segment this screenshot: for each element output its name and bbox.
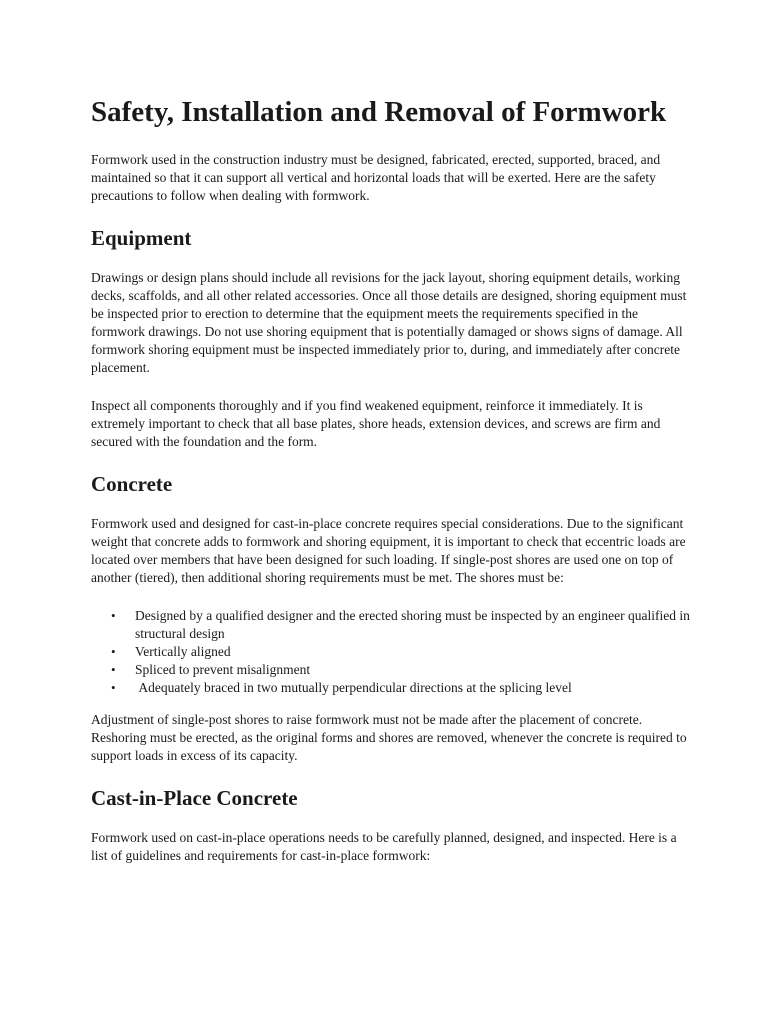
list-item: • Adequately braced in two mutually perpendicular directions at the splicing level: [135, 679, 691, 697]
concrete-paragraph-1: Formwork used and designed for cast-in-place concrete requires special considerations. Due to the significant weight that concrete adds to formwork and shoring equipment, it is important to check that eccentric loads are located over members that have been designed for such loading. If single-post shores are used one on top of another (tiered), then additional shoring requirements must be met. The shores must be:: [91, 516, 686, 585]
section-heading-concrete: Concrete: [91, 472, 173, 496]
section-heading-equipment: Equipment: [91, 226, 192, 250]
cast-in-place-paragraph: Formwork used on cast-in-place operations needs to be carefully planned, designed, and inspected. Here is a list of guidelines and requirements for cast-in-place formwork:: [91, 830, 677, 863]
list-item: • Spliced to prevent misalignment: [135, 661, 691, 679]
equipment-paragraph-2: Inspect all components thoroughly and if you find weakened equipment, reinforce it immediately. It is extremely important to check that all base plates, shore heads, extension devices, and screws are firm and secured with the foundation and the form.: [91, 398, 661, 449]
document-page: [91, 94, 691, 879]
concrete-paragraph-2: Adjustment of single-post shores to raise formwork must not be made after the placement of concrete. Reshoring must be erected, as the original forms and shores are removed, whenever the concrete is required to support loads in excess of its capacity.: [91, 712, 687, 763]
document-title: Safety, Installation and Removal of Formwork: [91, 96, 667, 128]
section-heading-cast-in-place: Cast-in-Place Concrete: [91, 786, 298, 810]
list-item: • Designed by a qualified designer and the erected shoring must be inspected by an engineer qualified in structural design: [135, 607, 691, 643]
equipment-paragraph-1: Drawings or design plans should include all revisions for the jack layout, shoring equipment details, working decks, scaffolds, and all other related accessories. Once all those details are designed, shoring equipment must be inspected prior to erection to determine that the equipment meets the requirements specified in the formwork drawings. Do not use shoring equipment that is potentially damaged or shows signs of damage. All formwork shoring equipment must be inspected immediately prior to, during, and immediately after concrete placement.: [91, 270, 687, 375]
intro-paragraph: Formwork used in the construction industry must be designed, fabricated, erected, supported, braced, and maintained so that it can support all vertical and horizontal loads that will be exerted. Here are the safety precautions to follow when dealing with formwork.: [91, 152, 661, 203]
list-item: • Vertically aligned: [135, 643, 691, 661]
shore-requirements-list: [91, 607, 691, 697]
